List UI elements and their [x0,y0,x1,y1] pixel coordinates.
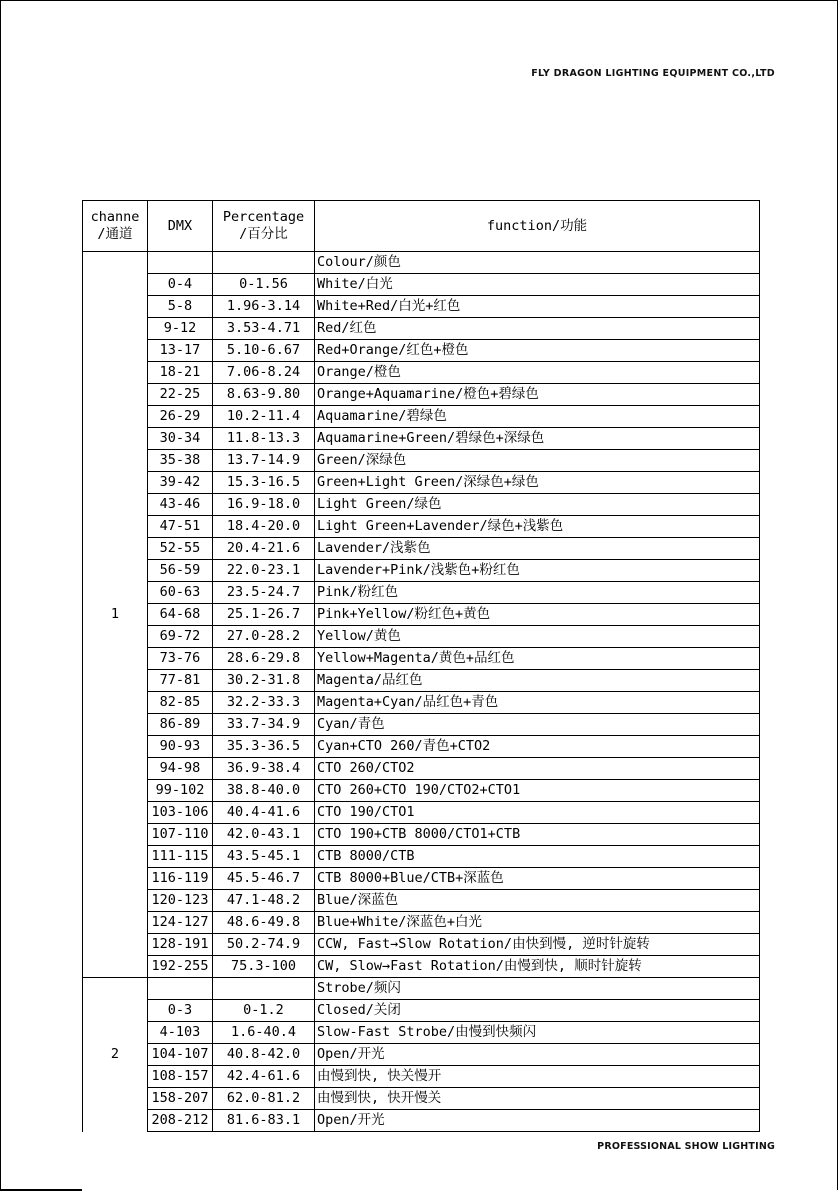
table-row [83,670,760,692]
table-row [83,494,760,516]
percentage-cell: 30.2-31.8 [213,670,315,692]
function-cell: Green/深绿色 [315,450,760,472]
function-cell: 由慢到快, 快开慢关 [315,1088,760,1110]
function-cell: Pink/粉红色 [315,582,760,604]
function-cell: Red+Orange/红色+橙色 [315,340,760,362]
dmx-channel-table [82,200,760,1132]
table-row [83,582,760,604]
dmx-range-cell: 86-89 [148,714,213,736]
function-cell: White+Red/白光+红色 [315,296,760,318]
percentage-cell: 33.7-34.9 [213,714,315,736]
percentage-header [213,201,315,252]
table-row [83,472,760,494]
percentage-cell: 20.4-21.6 [213,538,315,560]
table-row [83,274,760,296]
table-row [83,978,760,1000]
table-row [83,1110,760,1132]
percentage-cell: 35.3-36.5 [213,736,315,758]
percentage-cell: 16.9-18.0 [213,494,315,516]
percentage-cell: 40.8-42.0 [213,1044,315,1066]
dmx-range-cell: 94-98 [148,758,213,780]
function-cell: CCW, Fast→Slow Rotation/由快到慢, 逆时针旋转 [315,934,760,956]
dmx-range-cell: 103-106 [148,802,213,824]
function-cell: CTB 8000/CTB [315,846,760,868]
table-row [83,802,760,824]
table-row [83,956,760,978]
dmx-range-cell: 73-76 [148,648,213,670]
function-cell: Closed/关闭 [315,1000,760,1022]
dmx-range-cell: 116-119 [148,868,213,890]
table-row [83,252,760,274]
function-cell: Orange/橙色 [315,362,760,384]
percentage-cell: 32.2-33.3 [213,692,315,714]
footer-rule [0,1189,82,1191]
table-body [83,252,760,1132]
table-row [83,1044,760,1066]
percentage-cell: 45.5-46.7 [213,868,315,890]
function-cell: Lavender+Pink/浅紫色+粉红色 [315,560,760,582]
table-row [83,450,760,472]
dmx-range-cell: 47-51 [148,516,213,538]
percentage-cell: 28.6-29.8 [213,648,315,670]
function-cell: Lavender/浅紫色 [315,538,760,560]
table-row [83,824,760,846]
percentage-cell: 1.96-3.14 [213,296,315,318]
channel-number-cell: 1 [83,252,148,978]
percentage-cell: 0-1.56 [213,274,315,296]
table-row [83,1066,760,1088]
percentage-cell: 25.1-26.7 [213,604,315,626]
dmx-range-cell: 18-21 [148,362,213,384]
table-row [83,626,760,648]
function-cell: Light Green/绿色 [315,494,760,516]
function-cell: CTO 190+CTB 8000/CTO1+CTB [315,824,760,846]
table-row [83,362,760,384]
function-cell: 由慢到快, 快关慢开 [315,1066,760,1088]
table-row [83,1022,760,1044]
function-cell: Slow-Fast Strobe/由慢到快频闪 [315,1022,760,1044]
function-header: function/功能 [315,201,760,252]
table-row [83,912,760,934]
dmx-range-cell: 111-115 [148,846,213,868]
percentage-cell: 36.9-38.4 [213,758,315,780]
channel-header [83,201,148,252]
table-row [83,560,760,582]
function-cell: Open/开光 [315,1110,760,1132]
table-row [83,692,760,714]
percentage-cell: 23.5-24.7 [213,582,315,604]
percentage-cell: 18.4-20.0 [213,516,315,538]
function-cell: Yellow+Magenta/黄色+品红色 [315,648,760,670]
percentage-cell: 13.7-14.9 [213,450,315,472]
dmx-header: DMX [148,201,213,252]
percentage-cell: 43.5-45.1 [213,846,315,868]
percentage-cell: 50.2-74.9 [213,934,315,956]
percentage-cell: 8.63-9.80 [213,384,315,406]
percentage-cell: 48.6-49.8 [213,912,315,934]
table-row [83,604,760,626]
dmx-range-cell [148,978,213,1000]
percentage-cell: 62.0-81.2 [213,1088,315,1110]
dmx-range-cell: 52-55 [148,538,213,560]
function-cell: Colour/颜色 [315,252,760,274]
percentage-cell: 27.0-28.2 [213,626,315,648]
dmx-range-cell: 128-191 [148,934,213,956]
percentage-cell: 3.53-4.71 [213,318,315,340]
function-cell: Magenta/品红色 [315,670,760,692]
table-header-row [83,201,760,252]
function-cell: CW, Slow→Fast Rotation/由慢到快, 顺时针旋转 [315,956,760,978]
table-row [83,890,760,912]
channel-number-cell: 2 [83,978,148,1132]
table-row [83,340,760,362]
percentage-cell: 10.2-11.4 [213,406,315,428]
table-row [83,758,760,780]
function-cell: CTO 190/CTO1 [315,802,760,824]
percentage-cell: 1.6-40.4 [213,1022,315,1044]
function-cell: Aquamarine/碧绿色 [315,406,760,428]
function-cell: Magenta+Cyan/品红色+青色 [315,692,760,714]
dmx-range-cell: 56-59 [148,560,213,582]
percentage-cell: 38.8-40.0 [213,780,315,802]
table-row [83,384,760,406]
dmx-range-cell: 60-63 [148,582,213,604]
function-cell: Blue+White/深蓝色+白光 [315,912,760,934]
dmx-range-cell: 120-123 [148,890,213,912]
table-row [83,1000,760,1022]
function-cell: Cyan+CTO 260/青色+CTO2 [315,736,760,758]
percentage-cell: 42.4-61.6 [213,1066,315,1088]
table-row [83,868,760,890]
dmx-range-cell: 9-12 [148,318,213,340]
percentage-cell: 81.6-83.1 [213,1110,315,1132]
dmx-range-cell: 192-255 [148,956,213,978]
percentage-cell [213,252,315,274]
dmx-range-cell: 30-34 [148,428,213,450]
dmx-range-cell: 90-93 [148,736,213,758]
table-row [83,648,760,670]
dmx-range-cell: 107-110 [148,824,213,846]
table-row [83,296,760,318]
function-cell: White/白光 [315,274,760,296]
table-row [83,1088,760,1110]
table-row [83,714,760,736]
function-cell: Pink+Yellow/粉红色+黄色 [315,604,760,626]
percentage-cell [213,978,315,1000]
dmx-range-cell: 99-102 [148,780,213,802]
percentage-cell: 0-1.2 [213,1000,315,1022]
function-cell: Red/红色 [315,318,760,340]
dmx-range-cell: 5-8 [148,296,213,318]
dmx-range-cell: 39-42 [148,472,213,494]
function-cell: CTB 8000+Blue/CTB+深蓝色 [315,868,760,890]
percentage-header-line2: /百分比 [239,226,288,242]
table-row [83,318,760,340]
dmx-range-cell: 26-29 [148,406,213,428]
function-cell: CTO 260/CTO2 [315,758,760,780]
percentage-cell: 40.4-41.6 [213,802,315,824]
table-row [83,516,760,538]
dmx-range-cell: 13-17 [148,340,213,362]
percentage-cell: 5.10-6.67 [213,340,315,362]
dmx-range-cell: 104-107 [148,1044,213,1066]
table-row [83,736,760,758]
dmx-range-cell: 77-81 [148,670,213,692]
percentage-cell: 15.3-16.5 [213,472,315,494]
dmx-range-cell: 35-38 [148,450,213,472]
dmx-range-cell: 82-85 [148,692,213,714]
dmx-range-cell: 208-212 [148,1110,213,1132]
table-row [83,538,760,560]
dmx-range-cell [148,252,213,274]
table-row [83,406,760,428]
function-cell: Cyan/青色 [315,714,760,736]
dmx-range-cell: 4-103 [148,1022,213,1044]
dmx-range-cell: 0-4 [148,274,213,296]
table-row [83,428,760,450]
percentage-cell: 22.0-23.1 [213,560,315,582]
dmx-range-cell: 108-157 [148,1066,213,1088]
function-cell: CTO 260+CTO 190/CTO2+CTO1 [315,780,760,802]
dmx-range-cell: 0-3 [148,1000,213,1022]
dmx-range-cell: 69-72 [148,626,213,648]
dmx-range-cell: 124-127 [148,912,213,934]
channel-header-line1: channe [90,209,140,225]
percentage-cell: 47.1-48.2 [213,890,315,912]
function-cell: Light Green+Lavender/绿色+浅紫色 [315,516,760,538]
percentage-cell: 7.06-8.24 [213,362,315,384]
dmx-range-cell: 22-25 [148,384,213,406]
channel-header-line2: /通道 [97,226,133,242]
function-cell: Green+Light Green/深绿色+绿色 [315,472,760,494]
dmx-range-cell: 43-46 [148,494,213,516]
function-cell: Orange+Aquamarine/橙色+碧绿色 [315,384,760,406]
table-row [83,846,760,868]
function-cell: Blue/深蓝色 [315,890,760,912]
percentage-cell: 42.0-43.1 [213,824,315,846]
function-cell: Yellow/黄色 [315,626,760,648]
company-name: FLY DRAGON LIGHTING EQUIPMENT CO.,LTD [531,68,775,79]
table-row [83,934,760,956]
dmx-range-cell: 158-207 [148,1088,213,1110]
function-cell: Aquamarine+Green/碧绿色+深绿色 [315,428,760,450]
function-cell: Strobe/频闪 [315,978,760,1000]
dmx-range-cell: 64-68 [148,604,213,626]
percentage-cell: 11.8-13.3 [213,428,315,450]
percentage-header-line1: Percentage [222,209,305,225]
footer-slogan: PROFESSIONAL SHOW LIGHTING [597,1141,775,1152]
table-row [83,780,760,802]
percentage-cell: 75.3-100 [213,956,315,978]
function-cell: Open/开光 [315,1044,760,1066]
